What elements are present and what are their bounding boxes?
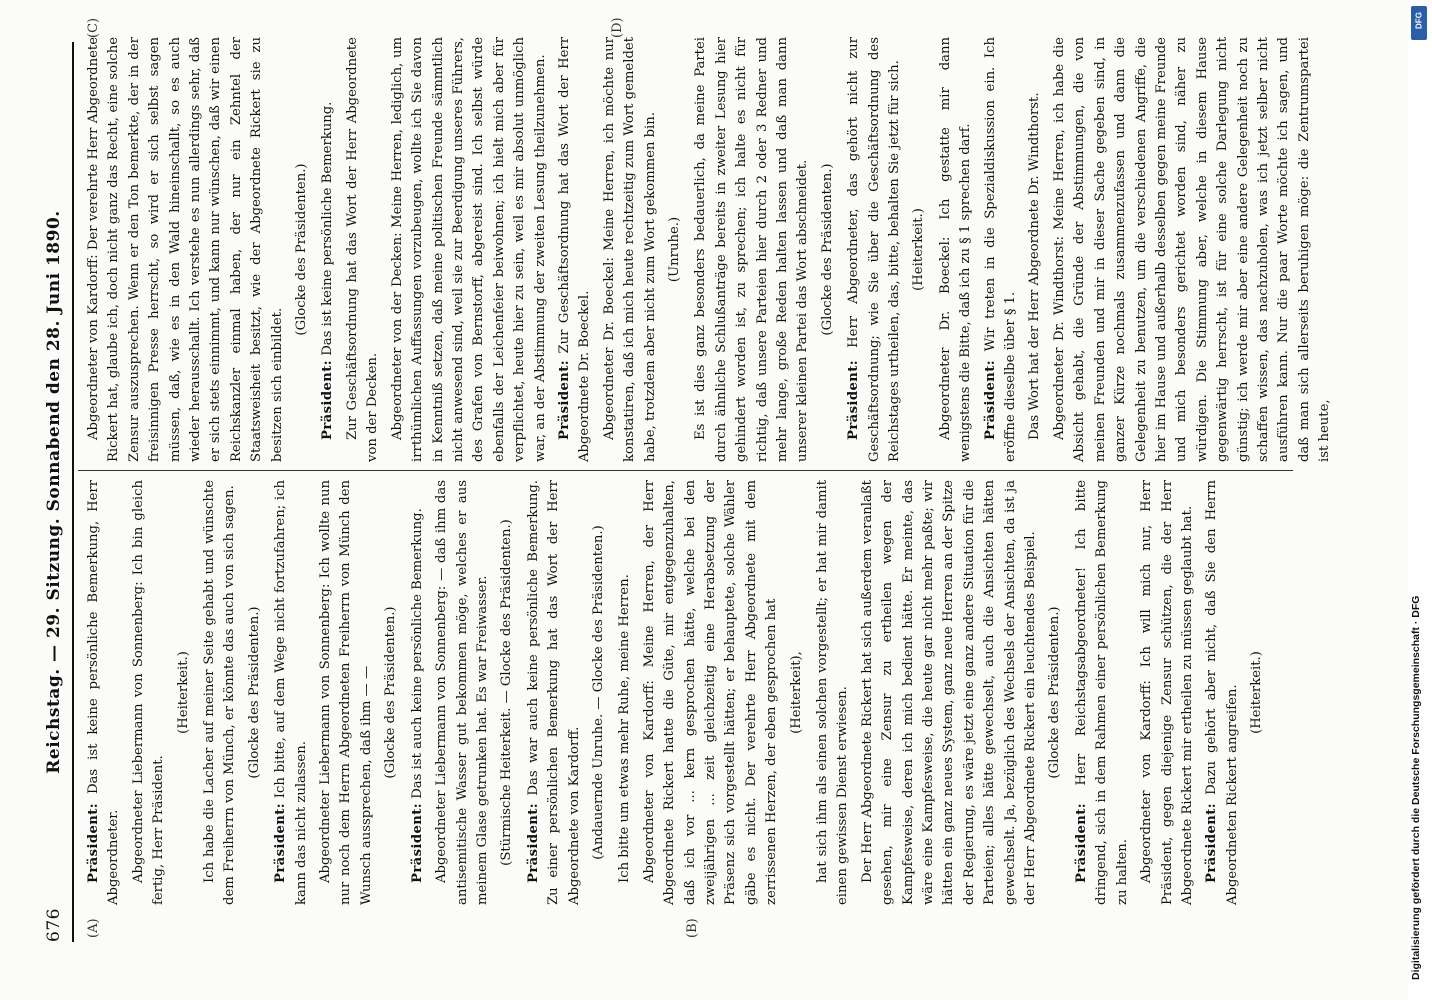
- funding-credit: Digitalisierung gefördert durch die Deutsche Forschungsgemeinschaft · DFG: [1410, 595, 1422, 980]
- speech-paragraph: [343, 37, 384, 462]
- speech-text: Abgeordneter Liebermann von Sonnenberg: — daß ihm das antisemitische Wasser gut bekommen möge, welches er aus meinem Glase getrunken hat. Es war Freiwasser.: [434, 480, 490, 905]
- speech-text: Abgeordneter Dr. Boeckel: Ich gestatte mir dann wenigstens die Bitte, daß ich zu § 1 sprechen darf.: [937, 37, 974, 462]
- speech-paragraph: [388, 37, 551, 462]
- speech-text: Abgeordneter Dr. Windthorst: Meine Herren, ich habe die Absicht gehabt, die Gründe der Abstimmungen, die von meinen Freunden und mir in dieser Sache gegeben sind, in ganzer Kürze nochmals zusammenzufassen und dann die Gelegenheit zu benutzen, um die verschiedenen Angriffe, die hier im Hause und außerhalb desselben gegen meine Freunde und mich besonders gerichtet worden sind, näher zu würdigen. Die Stimmung aber, welche in diesem Hause gegenwärtig herrscht, ist für eine solche Darlegung nicht günstig; ich werde mir aber eine andere Gelegenheit noch zu schaffen wissen, das nachzuholen, was ich jetzt selber nicht ausführen kann. Nur die paar Worte möchte ich sagen, und daß man sich allerseits beruhigen möge: die Zentrumspartei ist heute,: [1051, 37, 1333, 462]
- speech-text: Das ist keine persönliche Bemerkung.: [320, 101, 336, 356]
- speech-text: Der Herr Abgeordnete Rickert hat sich außerdem veranlaßt gesehen, mir eine Zensur zu ertheilen wegen der Kampfesweise, deren ich mich bedient hätte. Er meinte, das wäre eine Kampfesweise, die heute gar nicht mehr paßte; wir hätten ein ganz neues System, ganz neue Herren an der Spitze der Regierung, es wäre jetzt eine ganz andere Situation für die Parteien; alles hätte gewechselt, auch die Ansichten hätten gewechselt. Ja, bezüglich des Wechsels der Ansichten, da ist ja der Herr Abgeordnete Rickert ein leuchtendes Beispiel.: [859, 480, 1039, 905]
- speech-paragraph: [981, 37, 1022, 462]
- speech-paragraph: [844, 37, 905, 462]
- stage-direction: (Glocke des Präsidenten.): [294, 163, 310, 336]
- speech-paragraph: [936, 37, 977, 462]
- speaker-label: Präsident:: [273, 802, 289, 883]
- speech-text: Abgeordneter Dr. Boeckel: Meine Herren, ich möchte nur konstatiren, daß ich mich heute rechtzeitig zum Wort gemeldet habe, trotzdem aber nicht zum Wort gekommen bin.: [601, 37, 658, 462]
- margin-marker-a: (A): [86, 918, 101, 938]
- stage-direction: (Stürmische Heiterkeit. — Glocke des Präsidenten.): [499, 519, 515, 866]
- speaker-label: Präsident:: [982, 359, 998, 440]
- speaker-label: Präsident:: [556, 359, 572, 440]
- stage-direction: (Glocke des Präsidenten.): [819, 163, 835, 336]
- speech-paragraph: [432, 480, 493, 905]
- stage-direction: (Heiterkeit.): [175, 651, 191, 734]
- speech-paragraph: [316, 480, 377, 905]
- speech-paragraph: [129, 480, 170, 905]
- stage-direction: (Glocke des Präsidenten.): [246, 606, 262, 779]
- speaker-label: Präsident:: [1204, 802, 1220, 883]
- speaker-label: Präsident:: [846, 359, 862, 440]
- speech-text: Es ist dies ganz besonders bedauerlich, da meine Partei durch ähnliche Schlußanträge bereits in zweiter Lesung hier gehindert worden ist, zu sprechen; ich halte es nicht für richtig, daß unsere Parteien hier durch 2 oder 3 Redner und mehr lange, große Reden halten lassen und daß man dann unserer kleinen Partei das Wort abschneidet.: [693, 37, 811, 462]
- speech-text: Herr Reichstagsabgeordneter! Ich bitte dringend, sich in dem Rahmen einer persönlichen Bemerkung zu halten.: [1073, 480, 1130, 905]
- speaker-label: Präsident:: [1073, 802, 1089, 883]
- speech-text: Abgeordneter Liebermann von Sonnenberg: Ich wollte nun nur noch dem Herrn Abgeordneten Freiherrn von Münch den Wunsch aussprechen, daß ihm — —: [318, 480, 374, 905]
- speech-paragraph: [600, 37, 661, 462]
- speech-paragraph: [1202, 480, 1243, 905]
- margin-marker-b: (B): [685, 918, 700, 938]
- stage-direction: (Heiterkeit.): [911, 208, 927, 291]
- speech-text: Zur Geschäftsordnung hat das Wort der Herr Abgeordnete Dr. Boeckel.: [556, 37, 593, 462]
- margin-marker-c: (C): [86, 17, 101, 38]
- speech-text: Herr Abgeordneter, das gehört nicht zur Geschäftsordnung; wie Sie über die Geschäftsordnung des Reichstages urtheilen, das, bitte, behalten Sie jetzt für sich.: [846, 37, 903, 462]
- stage-direction: (Glocke des Präsidenten.): [383, 606, 399, 779]
- stage-direction: (Heiterkeit),: [788, 651, 804, 734]
- speech-paragraph: [1072, 480, 1133, 905]
- credit-strip: [1408, 0, 1432, 1000]
- speech-text: Zur Geschäftsordnung hat das Wort der Herr Abgeordnete von der Decken.: [344, 37, 381, 462]
- stage-direction: (Unruhe.): [666, 216, 682, 283]
- stage-direction: (Heiterkeit.): [1249, 651, 1265, 734]
- speaker-label: Präsident:: [525, 802, 541, 883]
- speech-text: Ich bitte, auf dem Wege nicht fortzufahren; ich kann das nicht zulassen.: [273, 480, 309, 905]
- speaker-label: Präsident:: [409, 802, 425, 883]
- speech-text: Ich habe die Lacher auf meiner Seite gehabt und wünschte dem Freiherrn von Münch, er könnte das auch von sich sagen.: [202, 480, 238, 905]
- speech-paragraph: [555, 37, 596, 462]
- speech-text: Ich bitte um etwas mehr Ruhe, meine Herren.: [617, 574, 633, 883]
- speech-paragraph: [813, 480, 854, 905]
- dfg-logo: [1411, 6, 1427, 40]
- speech-paragraph: [524, 480, 585, 905]
- speech-text: Das ist keine persönliche Bemerkung, Herr Abgeordneter.: [86, 480, 122, 905]
- speech-text: Abgeordneter Liebermann von Sonnenberg: Ich bin gleich fertig, Herr Präsident.: [130, 480, 167, 905]
- speech-paragraph: [408, 480, 428, 905]
- left-column: [84, 480, 1284, 905]
- speech-paragraph: [640, 480, 783, 905]
- speech-paragraph: [271, 480, 312, 905]
- speech-paragraph: [1050, 37, 1336, 462]
- speech-text: Dazu gehört aber nicht, daß Sie den Herrn Abgeordneten Rickert angreifen.: [1204, 479, 1240, 905]
- stage-direction: (Glocke des Präsidenten.): [1047, 606, 1063, 779]
- speech-paragraph: [1025, 37, 1045, 462]
- page-header: [40, 42, 68, 942]
- speech-paragraph: [691, 37, 813, 462]
- header-rule: [72, 42, 74, 942]
- speech-text: Wir treten in die Spezialdiskussion ein. Ich eröffne dieselbe über § 1.: [982, 37, 1019, 462]
- speech-text: Abgeordneter von der Decken: Meine Herren, lediglich, um irrthümlichen Auffassungen vorzubeugen, wollte ich Sie davon in Kenntniß setzen, daß meine politischen Freunde sämmtlich nicht anwesend sind, weil sie zur Beerdigung unseres Führers, des Grafen von Bernstorff, abgereist sind. Ich selbst würde ebenfalls der Leichenfeier beiwohnen; ich hielt mich aber für verpflichtet, heute hier zu sein, weil es mir absolut unmöglich war, an der Abstimmung der zweiten Lesung theilzunehmen.: [389, 37, 548, 462]
- speech-text: Das ist auch keine persönliche Bemerkung.: [409, 508, 425, 799]
- speech-paragraph: [318, 37, 338, 462]
- speech-paragraph: [1137, 480, 1198, 905]
- column-divider: [78, 470, 1293, 471]
- speech-text: hat sich ihm als einen solchen vorgestellt; er hat mir damit einen gewissen Dienst erwiesen.: [815, 480, 851, 905]
- speech-text: Das Wort hat der Herr Abgeordnete Dr. Windthorst.: [1027, 92, 1043, 440]
- right-column: [84, 37, 1333, 462]
- stage-direction: (Andauernde Unruhe. — Glocke des Präsidenten.): [590, 525, 606, 860]
- speech-paragraph: [858, 480, 1042, 905]
- margin-marker-d: (D): [610, 17, 625, 38]
- running-title: Reichstag. — 29. Sitzung. Sonnabend den 28. Juni 1890.: [44, 210, 64, 774]
- dfg-logo-text: DFG: [1414, 12, 1424, 29]
- speech-paragraph: [84, 37, 288, 462]
- speech-text: Abgeordneter von Kardorff: Meine Herren, der Herr Abgeordnete Rickert hatte die Güte, mir entgegenzuhalten, daß ich vor ... kern gesprochen hätte, welche bei den zweijährigen ... zeit gleichzeitig eine Herabsetzung der Präsenz sich vorgestellt hätten; er behauptete, solche Wähler gäbe es nicht. Der verehrte Herr Abgeordnete mit dem zerrissenen Herzen, der eben gesprochen hat: [641, 480, 780, 905]
- speech-paragraph: [615, 480, 635, 905]
- speaker-label: Präsident:: [86, 802, 101, 883]
- speech-paragraph: [84, 480, 125, 905]
- speech-text: Abgeordneter von Kardorff: Ich will mich nur, Herr Präsident, gegen diejenige Zensur schützen, die der Herr Abgeordnete Rickert mir ertheilen zu müssen geglaubt hat.: [1139, 480, 1195, 905]
- speaker-label: Präsident:: [320, 359, 336, 440]
- speech-paragraph: [200, 480, 241, 905]
- speech-text: Abgeordneter von Kardorff: Der verehrte Herr Abgeordnete Rickert hat, glaube ich, doch nicht ganz das Recht, eine solche Zensur auszusprechen. Wenn er den Ton bemerkte, der in der freisinnigen Presse herrscht, so wird er sich selbst sagen müssen, daß, wie es in den Wald hineinschallt, so es auch wieder herausschallt. Ich verstehe es nun allerdings sehr, daß er sich stets einnimmt, und kann nur wünschen, daß wir einen Reichskanzler einmal haben, der nur ein Zehntel der Staatsweisheit besitzt, wie der Abgeordnete Rickert sie zu besitzen sich einbildet.: [86, 37, 285, 462]
- speech-text: Das war auch keine persönliche Bemerkung. Zu einer persönlichen Bemerkung hat das Wort der Herr Abgeordnete von Kardorff.: [525, 480, 582, 905]
- page-number: 676: [44, 908, 64, 942]
